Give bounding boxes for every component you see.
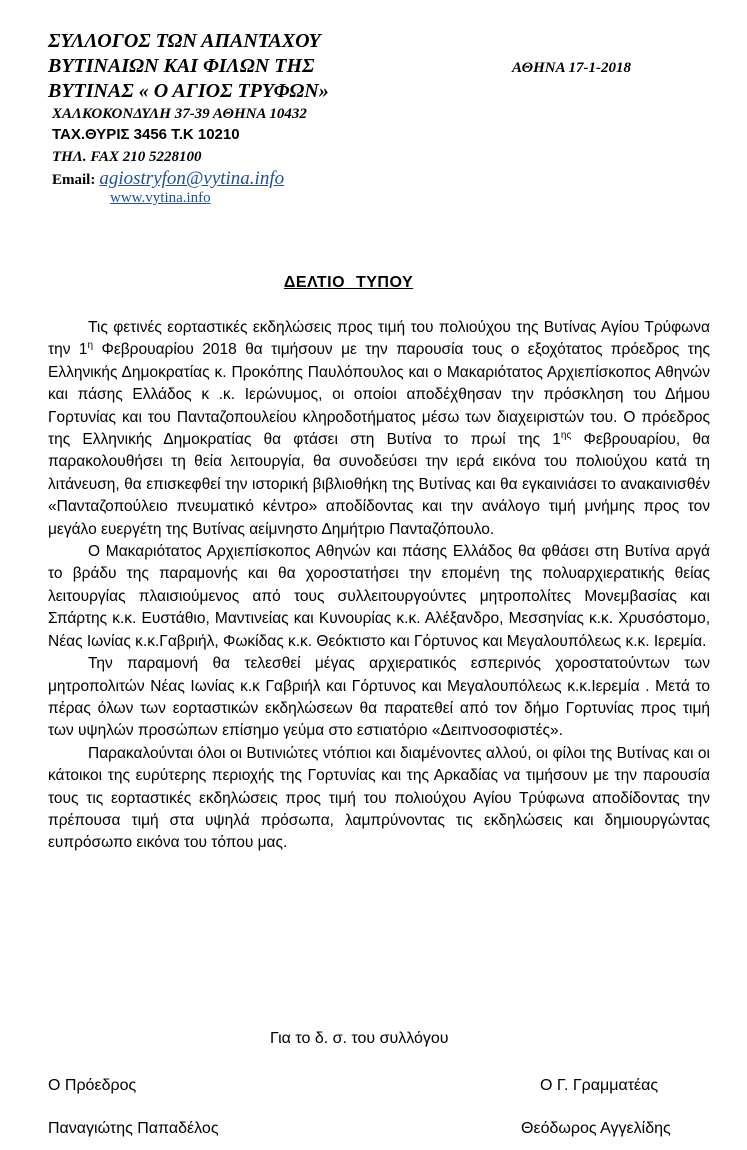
website-link[interactable]: www.vytina.info [110,190,211,206]
paragraph-3: Την παραμονή θα τελεσθεί μέγας αρχιερατικός εσπερινός χοροστατούντων των μητροπολιτών Νέας Ιωνίας κ.κ Γαβριήλ και Γόρτυνος και Μεγαλουπόλεως κ.κ.Ιερεμία . Μετά το πέρας όλων των εορταστικών εκδηλώσεων θα παρατεθεί από τον δήμο Γορτυνίας προς τιμή των υψηλών προσώπων επίσημο γεύμα στο εστιατόριο «Δειπνοσοφιστές». [48,655,710,740]
org-name-line-1: ΣΥΛΛΟΓΟΣ ΤΩΝ ΑΠΑΝΤΑΧΟΥ [48,30,321,52]
document-body [48,317,710,855]
paragraph-1 [48,317,710,541]
ordinal-superscript-2: ης [560,430,572,442]
paragraph-1-part-b: Φεβρουαρίου 2018 θα τιμήσουν με την παρουσία τους ο εξοχότατος πρόεδρος της Ελληνικής Δημοκρατίας κ. Προκόπης Παυλόπουλος και ο Μακαριότατος Αρχιεπίσκοπος Αθηνών και πάσης Ελλάδος κ .κ. Ιερώνυμος, οι οποίοι αποδέχθησαν την πρόσκληση του Δήμου Γορτυνίας και του Πανταζοπουλείου κληροδοτήματος μέσω των διαχειριστών του. Ο πρόεδρος της Ελληνικής Δημοκρατίας θα φτάσει στη Βυτίνα το πρωί της 1 [48,341,710,449]
president-title: Ο Πρόεδρος [48,1077,137,1094]
paragraph-1-part-c: Φεβρουαρίου, θα παρακολουθήσει τη θεία λειτουργία, θα συνοδεύσει την ιερά εικόνα του πολιούχου κατά τη λιτάνευση, θα επισκεφθεί την ιστορική βιβλιοθήκη της Βυτίνας και θα εγκαινιάσει το ανακαινισθέν «Πανταζοπούλειο πνευματικό κέντρο» αποδίδοντας και την ανάλογο τιμή μνήμης προς τον μεγάλο ευεργέτη της Βυτίνας αείμνηστο Δημήτριο Πανταζόπουλο. [48,431,710,538]
org-name-line-2: ΒΥΤΙΝΑΙΩΝ ΚΑΙ ΦΙΛΩΝ ΤΗΣ [48,55,315,77]
po-box: ΤΑΧ.ΘΥΡΙΣ 3456 Τ.Κ 10210 [52,126,240,143]
paragraph-1-part-a: Τις φετινές εορταστικές εκδηλώσεις προς τιμή του πολιούχου της Βυτίνας Αγίου Τρύφωνα την 1 [48,319,710,359]
org-address: ΧΑΛΚΟΚΟΝΔΥΛΗ 37-39 ΑΘΗΝΑ 10432 [52,106,307,122]
phone-fax: ΤΗΛ. FAX 210 5228100 [52,149,202,165]
paragraph-2: Ο Μακαριότατος Αρχιεπίσκοπος Αθηνών και πάσης Ελλάδος θα φθάσει στη Βυτίνα αργά το βράδυ της παραμονής και θα χοροστατήσει την επομένη της πολυαρχιερατικής θείας λειτουργίας πλαισιούμενος από τους συλλειτουργούντες μητροπολίτες Μονεμβασίας και Σπάρτης κ.κ. Ευστάθιο, Μαντινείας και Κυνουρίας κ.κ. Αλέξανδρο, Μεσσηνίας κ.κ. Χρυσόστομο, Νέας Ιωνίας κ.κ.Γαβριήλ, Φωκίδας κ.κ. Θεόκτιστο και Γόρτυνος και Μεγαλουπόλεως κ.κ. Ιερεμία. [48,543,710,650]
ordinal-superscript-1: η [87,340,94,352]
secretary-name: Θεόδωρος Αγγελίδης [521,1120,671,1137]
signature-closing: Για το δ. σ. του συλλόγου [270,1030,449,1047]
document-date: ΑΘΗΝΑ 17-1-2018 [512,60,631,76]
document-heading: ΔΕΛΤΙΟ ΤΥΠΟΥ [283,274,414,291]
paragraph-4: Παρακαλούνται όλοι οι Βυτινιώτες ντόπιοι και διαμένοντες αλλού, οι φίλοι της Βυτίνας και οι κάτοικοι της ευρύτερης περιοχής της Γορτυνίας και της Αρκαδίας να τιμήσουν με την παρουσία τους τις εορταστικές εκδηλώσεις προς τιμή του πολιούχου Αγίου Τρύφωνα αποδίδοντας την πρέπουσα τιμή στα υψηλά πρόσωπα, λαμπρύνοντας τις εκδηλώσεις και δημιουργώντας ευπρόσωπο εικόνα του τόπου μας. [48,744,710,852]
email-label: Email: [52,172,96,188]
email-row [52,168,284,191]
org-name-line-3: ΒΥΤΙΝΑΣ « Ο ΑΓΙΟΣ ΤΡΥΦΩΝ» [48,80,329,102]
email-link[interactable]: agiostryfon@vytina.info [99,168,285,189]
secretary-title: Ο Γ. Γραμματέας [540,1077,659,1094]
president-name: Παναγιώτης Παπαδέλος [48,1120,219,1137]
